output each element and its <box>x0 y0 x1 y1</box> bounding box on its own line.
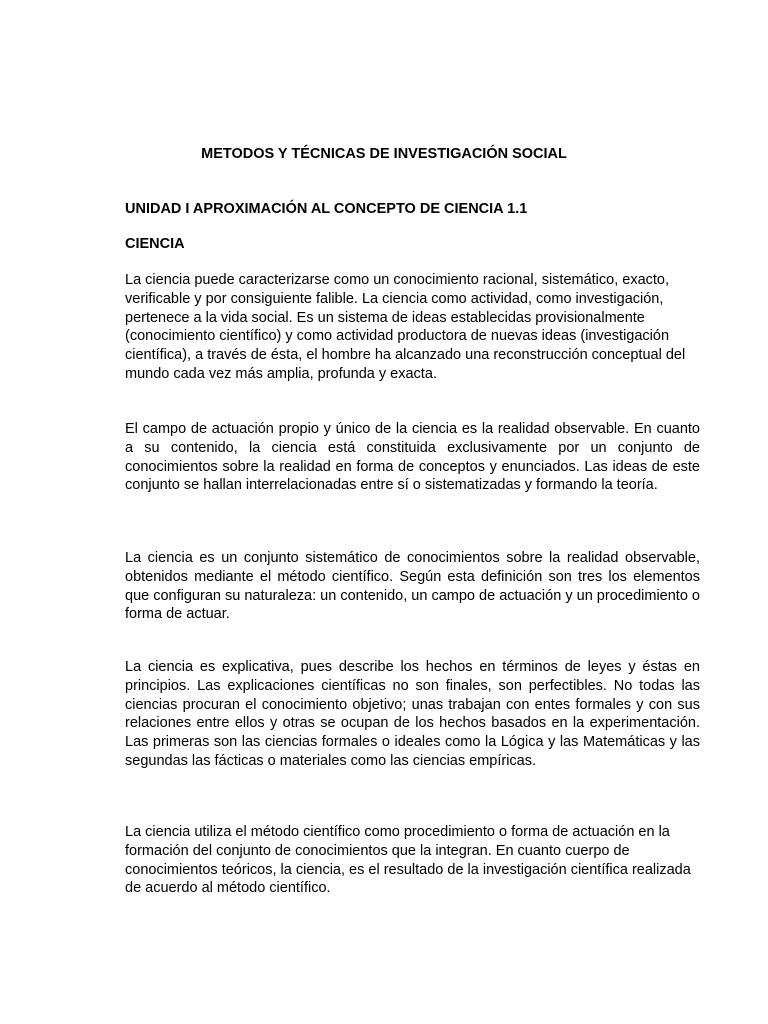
unit-heading: UNIDAD I APROXIMACIÓN AL CONCEPTO DE CIENCIA 1.1 <box>125 201 528 217</box>
paragraph-4: La ciencia es explicativa, pues describe los hechos en términos de leyes y éstas en principios. Las explicaciones científicas no son finales, son perfectibles. No todas las ciencias procuran el conocimiento objetivo; unas trabajan con entes formales y con sus relaciones entre ellos y otras se ocupan de los hechos basados en la experimentación. Las primeras son las ciencias formales o ideales como la Lógica y las Matemáticas y las segundas las fácticas o materiales como las ciencias empíricas. <box>125 659 700 769</box>
document-title: METODOS Y TÉCNICAS DE INVESTIGACIÓN SOCIAL <box>201 146 567 162</box>
paragraph-1: La ciencia puede caracterizarse como un conocimiento racional, sistemático, exacto, verificable y por consiguiente falible. La ciencia como actividad, como investigación, pertenece a la vida social. Es un sistema de ideas establecidas provisionalmente (conocimiento científico) y como actividad productora de nuevas ideas (investigación científica), a través de ésta, el hombre ha alcanzado una reconstrucción conceptual del mundo cada vez más amplia, profunda y exacta. <box>125 272 686 382</box>
paragraph-5: La ciencia utiliza el método científico como procedimiento o forma de actuación en la formación del conjunto de conocimientos que la integran. En cuanto cuerpo de conocimientos teóricos, la ciencia, es el resultado de la investigación científica realizada de acuerdo al método científico. <box>125 824 691 897</box>
paragraph-3: La ciencia es un conjunto sistemático de conocimientos sobre la realidad observable, obtenidos mediante el método científico. Según esta definición son tres los elementos que configuran su naturaleza: un contenido, un campo de actuación y un procedimiento o forma de actuar. <box>125 550 700 623</box>
paragraph-2: El campo de actuación propio y único de la ciencia es la realidad observable. En cuanto a su contenido, la ciencia está constituida exclusivamente por un conjunto de conocimientos sobre la realidad en forma de conceptos y enunciados. Las ideas de este conjunto se hallan interrelacionadas entre sí o sistematizadas y formando la teoría. <box>125 421 700 494</box>
section-heading: CIENCIA <box>125 236 185 252</box>
